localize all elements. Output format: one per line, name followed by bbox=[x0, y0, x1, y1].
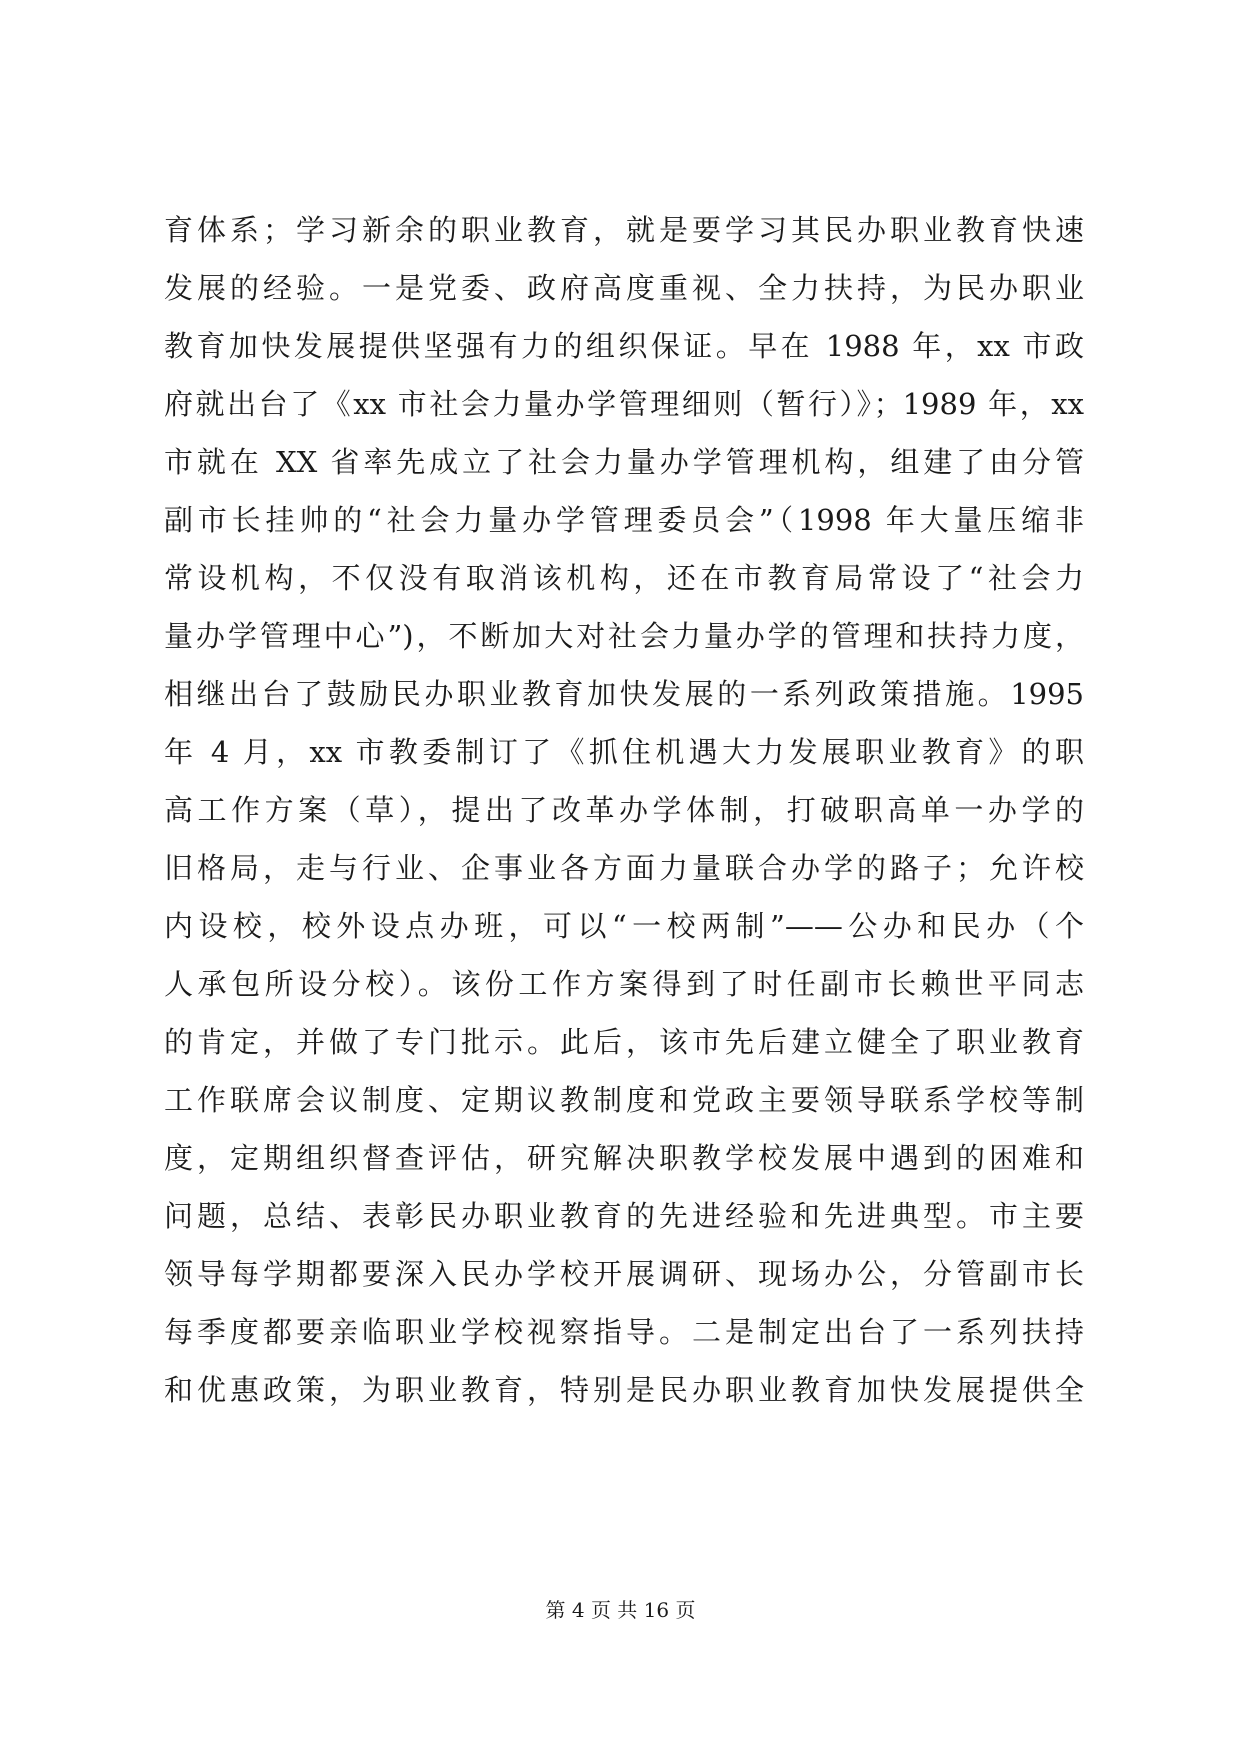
page-number-footer: 第 4 页 共 16 页 bbox=[545, 1598, 696, 1622]
text-line: 相继出台了鼓励民办职业教育加快发展的一系列政策措施。1995 bbox=[164, 677, 1084, 711]
text-line: 市就在 XX 省率先成立了社会力量办学管理机构，组建了由分管 bbox=[164, 445, 1084, 479]
text-line: 年 4 月，xx 市教委制订了《抓住机遇大力发展职业教育》的职 bbox=[164, 735, 1084, 769]
text-line: 高工作方案（草），提出了改革办学体制，打破职高单一办学的 bbox=[164, 793, 1084, 827]
text-line: 副市长挂帅的“社会力量办学管理委员会”（1998 年大量压缩非 bbox=[164, 503, 1084, 537]
text-line: 度，定期组织督查评估，研究解决职教学校发展中遇到的困难和 bbox=[164, 1141, 1084, 1175]
text-line: 常设机构，不仅没有取消该机构，还在市教育局常设了“社会力 bbox=[164, 561, 1084, 595]
text-line: 育体系；学习新余的职业教育，就是要学习其民办职业教育快速 bbox=[164, 213, 1084, 247]
text-line: 领导每学期都要深入民办学校开展调研、现场办公，分管副市长 bbox=[164, 1257, 1084, 1291]
text-line: 和优惠政策，为职业教育，特别是民办职业教育加快发展提供全 bbox=[164, 1373, 1084, 1407]
text-line: 量办学管理中心”)，不断加大对社会力量办学的管理和扶持力度， bbox=[164, 619, 1084, 653]
text-line: 工作联席会议制度、定期议教制度和党政主要领导联系学校等制 bbox=[164, 1083, 1084, 1117]
text-line: 人承包所设分校）。该份工作方案得到了时任副市长赖世平同志 bbox=[164, 967, 1084, 1001]
text-line: 内设校，校外设点办班，可以“一校两制”——公办和民办（个 bbox=[164, 909, 1084, 943]
text-line: 旧格局，走与行业、企事业各方面力量联合办学的路子；允许校 bbox=[164, 851, 1084, 885]
text-line: 每季度都要亲临职业学校视察指导。二是制定出台了一系列扶持 bbox=[164, 1315, 1084, 1349]
text-line: 问题，总结、表彰民办职业教育的先进经验和先进典型。市主要 bbox=[164, 1199, 1084, 1233]
text-line: 的肯定，并做了专门批示。此后，该市先后建立健全了职业教育 bbox=[164, 1025, 1084, 1059]
text-line: 府就出台了《xx 市社会力量办学管理细则（暂行）》；1989 年，xx bbox=[164, 387, 1084, 421]
text-line: 教育加快发展提供坚强有力的组织保证。早在 1988 年，xx 市政 bbox=[164, 329, 1084, 363]
text-line: 发展的经验。一是党委、政府高度重视、全力扶持，为民办职业 bbox=[164, 271, 1084, 305]
